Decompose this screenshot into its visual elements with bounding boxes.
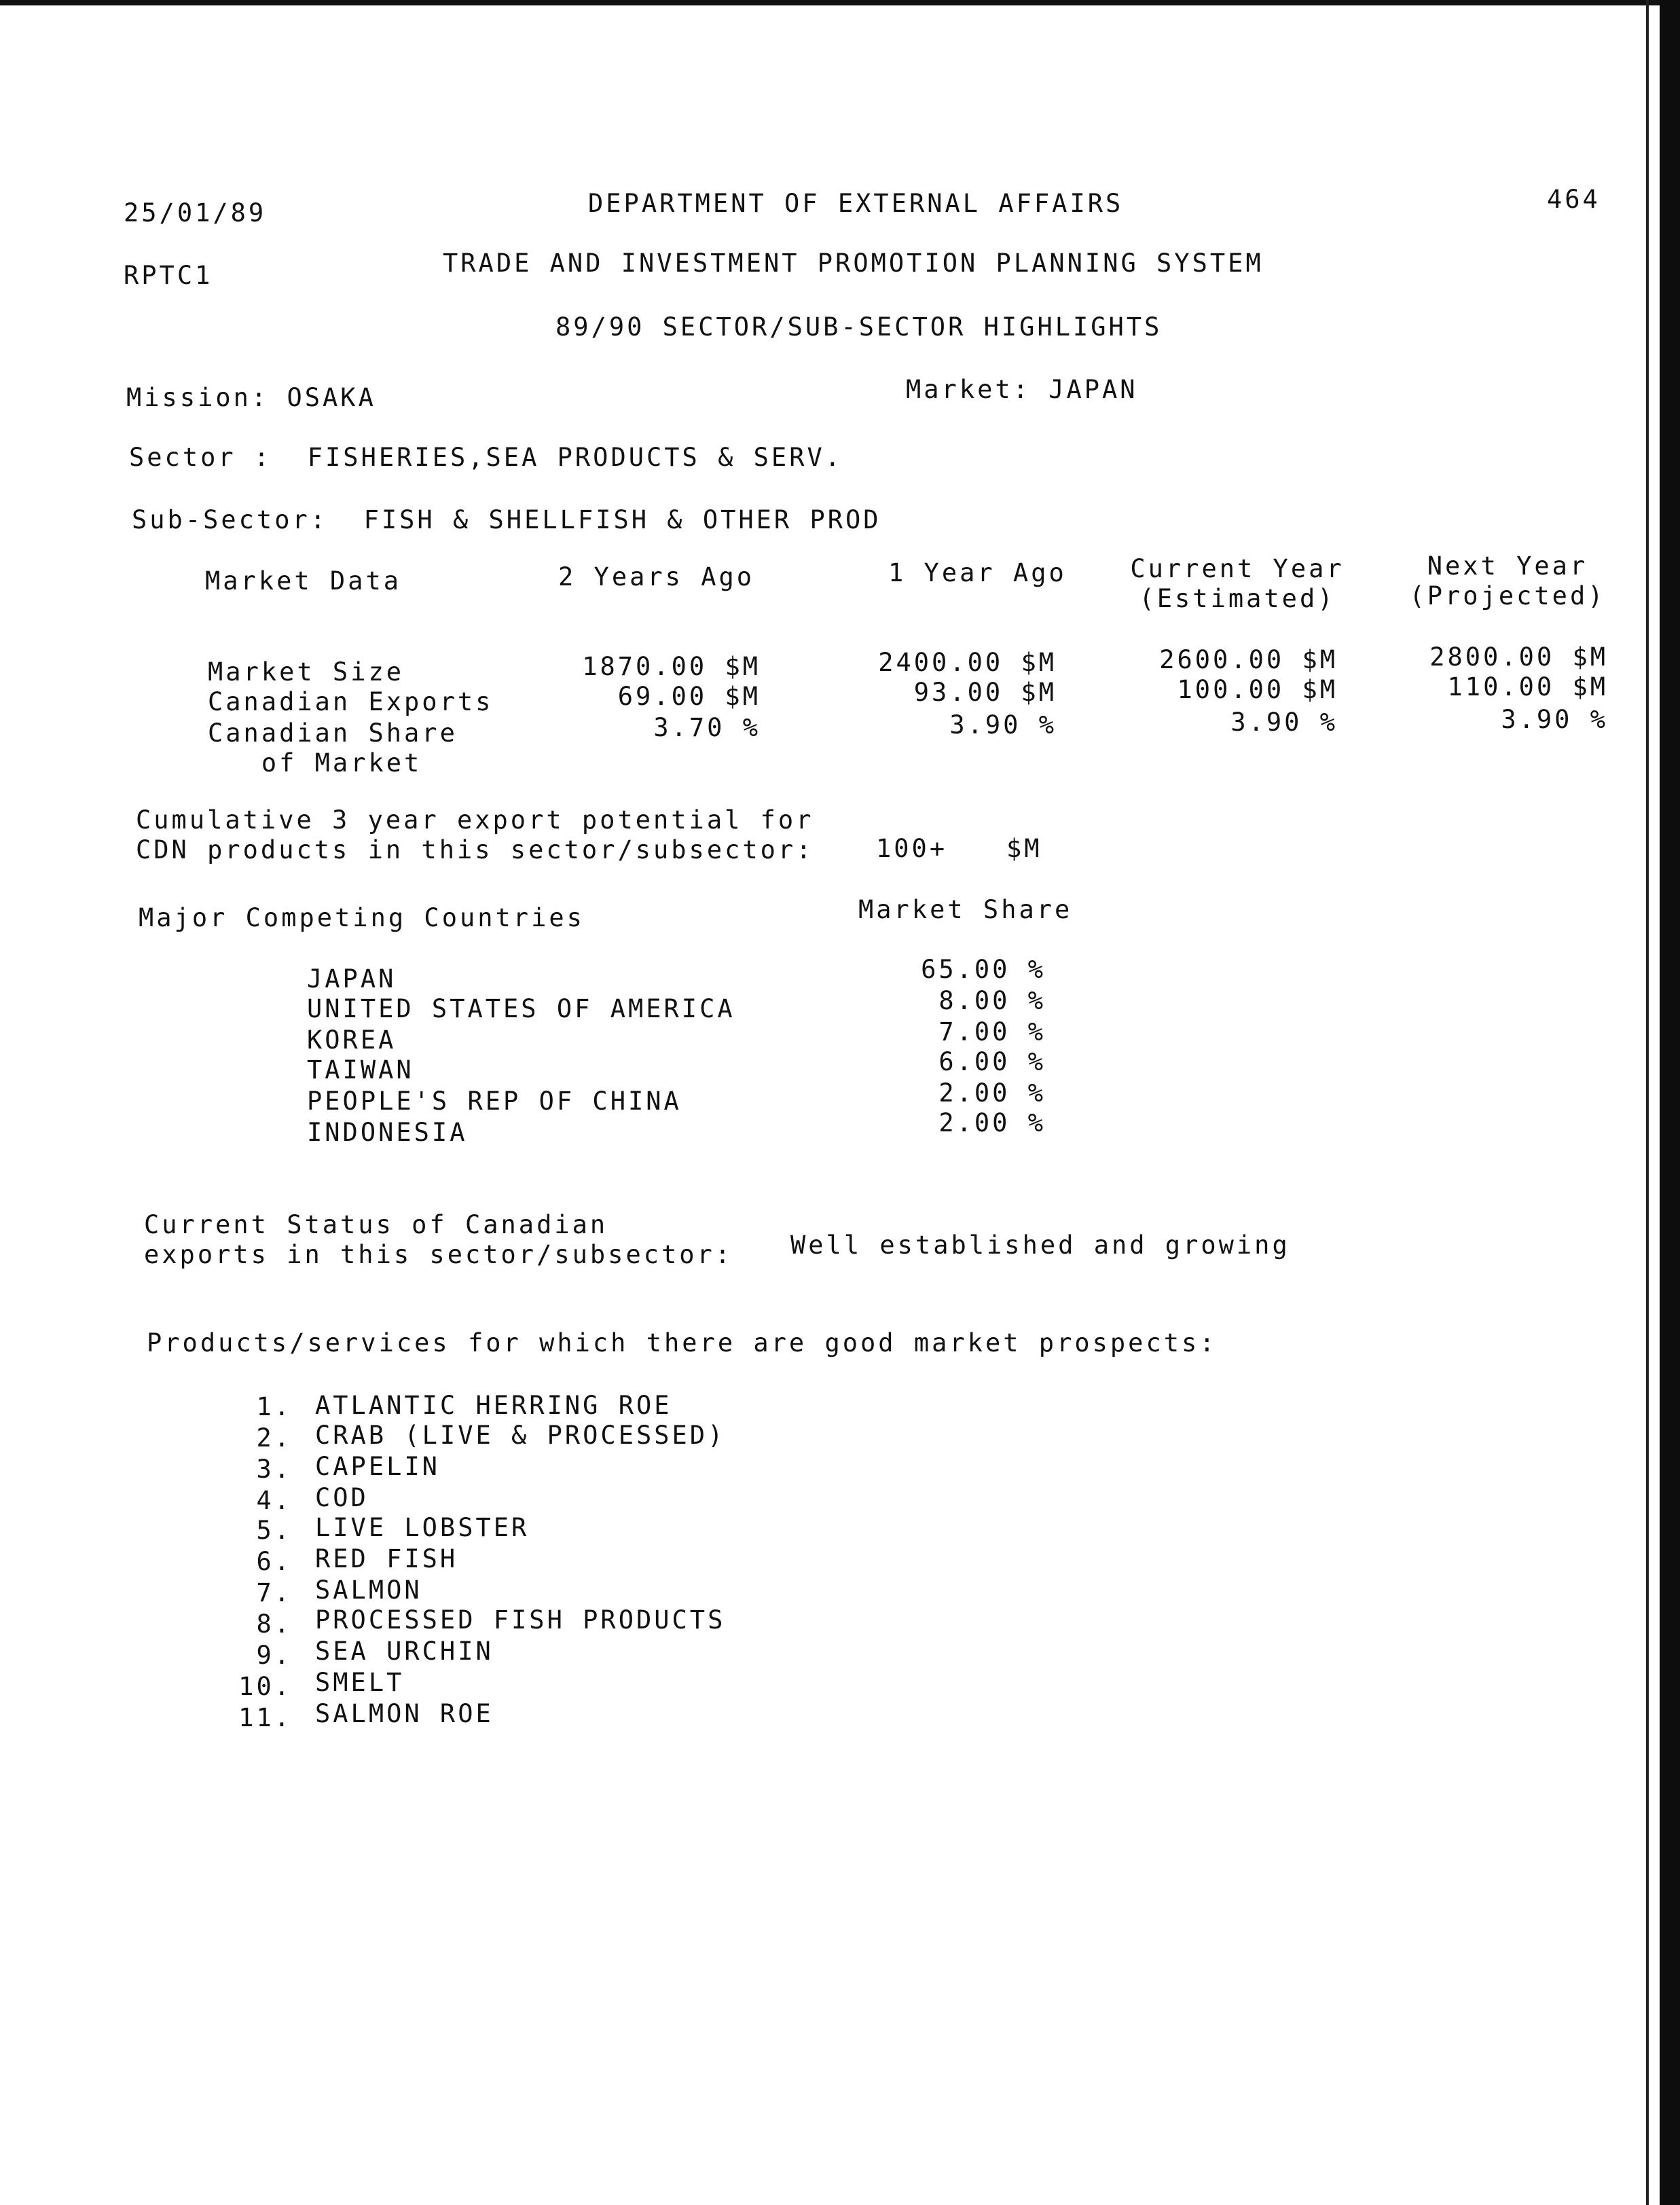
prospect-number: 4. [256, 1486, 292, 1515]
prospect-item: LIVE LOBSTER [315, 1513, 530, 1542]
competitor-country: INDONESIA [307, 1118, 468, 1147]
competitor-country: PEOPLE'S REP OF CHINA [307, 1087, 682, 1116]
mission-line: Mission: OSAKA [126, 383, 376, 412]
market-data-header: Market Data [205, 566, 402, 596]
right-scan-border [1660, 0, 1680, 2205]
top-scan-border [0, 0, 1680, 5]
market-size-current: 2600.00 $M [1159, 645, 1338, 674]
competitor-country: JAPAN [307, 964, 397, 994]
competitor-share: 7.00 % [938, 1017, 1046, 1046]
sector-line: Sector : FISHERIES,SEA PRODUCTS & SERV. [129, 443, 843, 472]
prospect-item: COD [315, 1483, 369, 1512]
competitor-share: 65.00 % [921, 955, 1046, 984]
canadian-share-next: 3.90 % [1501, 705, 1608, 734]
canadian-share-1y: 3.90 % [949, 710, 1057, 740]
system-title: TRADE AND INVESTMENT PROMOTION PLANNING SYSTEM [443, 249, 1264, 278]
canadian-exports-label: Canadian Exports [208, 687, 494, 716]
prospect-number: 6. [256, 1547, 292, 1576]
one-year-ago-header: 1 Year Ago [888, 558, 1067, 587]
prospect-number: 1. [256, 1392, 292, 1421]
potential-text: Cumulative 3 year export potential for CDN products in this sector/subsector: [136, 805, 814, 864]
report-date: 25/01/89 [124, 198, 267, 227]
prospect-item: SEA URCHIN [315, 1637, 494, 1666]
prospect-item: SALMON ROE [315, 1699, 494, 1728]
two-years-ago-header: 2 Years Ago [558, 562, 755, 591]
prospect-number: 2. [256, 1423, 292, 1453]
next-year-header: Next Year (Projected) [1409, 551, 1606, 611]
highlights-title: 89/90 SECTOR/SUB-SECTOR HIGHLIGHTS [555, 312, 1163, 342]
potential-value: 100+ [876, 834, 948, 863]
canadian-exports-1y: 93.00 $M [913, 678, 1057, 707]
competitor-share: 6.00 % [938, 1047, 1046, 1076]
prospect-number: 11. [238, 1703, 292, 1732]
market-share-heading: Market Share [858, 895, 1073, 924]
competitor-share: 2.00 % [938, 1078, 1046, 1108]
prospect-item: PROCESSED FISH PRODUCTS [315, 1605, 726, 1635]
status-value: Well established and growing [790, 1231, 1290, 1260]
current-year-header: Current Year (Estimated) [1130, 554, 1345, 613]
competitor-share: 2.00 % [938, 1108, 1046, 1137]
market-line: Market: JAPAN [906, 375, 1138, 404]
competitor-country: TAIWAN [307, 1055, 414, 1085]
canadian-exports-next: 110.00 $M [1447, 672, 1608, 701]
prospect-number: 3. [256, 1455, 292, 1484]
prospect-number: 8. [256, 1609, 292, 1639]
canadian-share-current: 3.90 % [1230, 708, 1338, 737]
sub-sector-line: Sub-Sector: FISH & SHELLFISH & OTHER PROD [132, 505, 881, 534]
prospect-item: CAPELIN [315, 1452, 440, 1481]
canadian-exports-current: 100.00 $M [1177, 675, 1338, 704]
competitors-heading: Major Competing Countries [139, 903, 585, 932]
prospect-number: 7. [256, 1578, 292, 1607]
right-scan-line [1646, 0, 1649, 2205]
competitor-share: 8.00 % [938, 986, 1046, 1015]
canadian-share-2y: 3.70 % [653, 713, 761, 742]
report-code: RPTC1 [124, 261, 213, 290]
prospects-heading: Products/services for which there are good market prospects: [147, 1328, 1218, 1357]
prospect-item: ATLANTIC HERRING ROE [315, 1391, 672, 1420]
canadian-exports-2y: 69.00 $M [617, 682, 761, 711]
prospect-number: 10. [238, 1672, 292, 1701]
page-number: 464 [1547, 185, 1601, 214]
prospect-number: 5. [256, 1516, 292, 1545]
prospect-item: SALMON [315, 1575, 422, 1605]
canadian-share-label: Canadian Share of Market [208, 718, 458, 778]
potential-unit: $M [1006, 834, 1042, 863]
prospect-number: 9. [256, 1641, 292, 1670]
competitor-country: KOREA [307, 1025, 397, 1055]
prospect-item: SMELT [315, 1668, 405, 1697]
market-size-next: 2800.00 $M [1429, 642, 1608, 672]
status-label: Current Status of Canadian exports in this sector/subsector: [144, 1210, 733, 1269]
prospect-item: RED FISH [315, 1544, 458, 1573]
competitor-country: UNITED STATES OF AMERICA [307, 994, 735, 1023]
department-title: DEPARTMENT OF EXTERNAL AFFAIRS [588, 189, 1124, 218]
market-size-2y: 1870.00 $M [582, 652, 761, 681]
prospect-item: CRAB (LIVE & PROCESSED) [315, 1421, 726, 1450]
market-size-1y: 2400.00 $M [878, 648, 1057, 677]
market-size-label: Market Size [208, 657, 405, 687]
